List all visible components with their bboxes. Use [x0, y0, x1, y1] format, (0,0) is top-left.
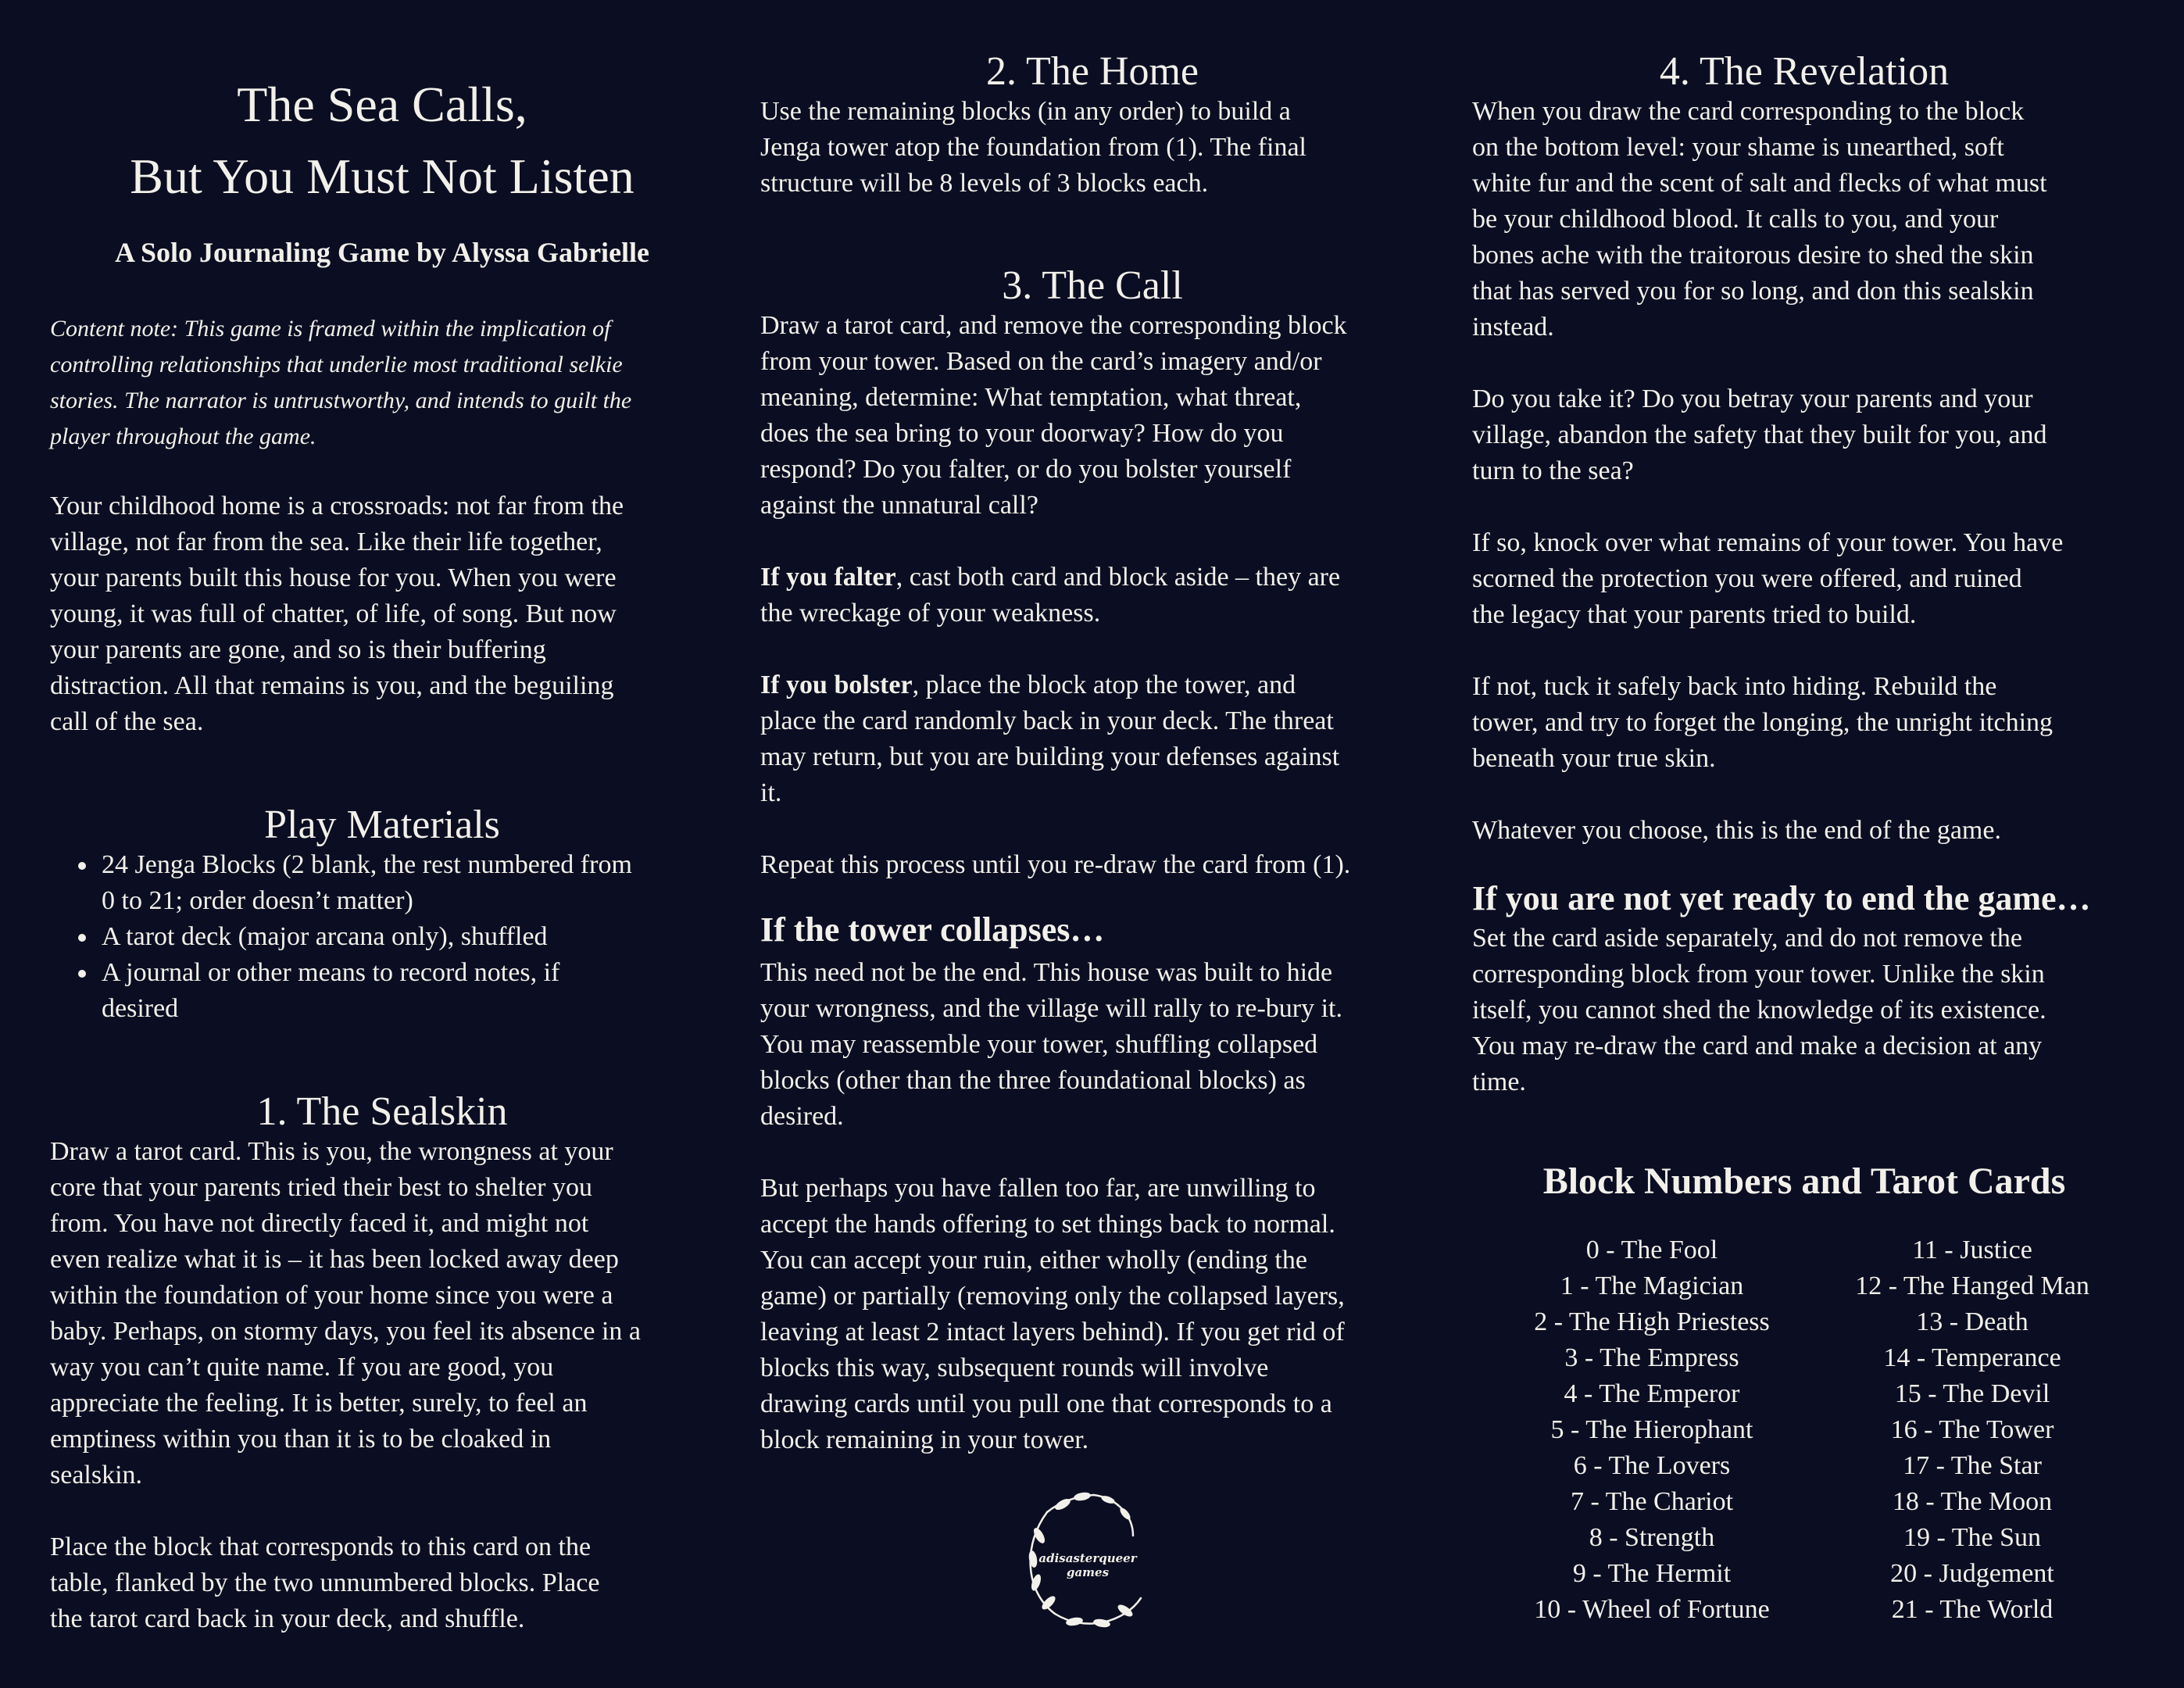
card-entry: 5 - The Hierophant	[1550, 1415, 1753, 1444]
text-line	[760, 667, 1424, 703]
text-line: This need not be the end. This house was built to hide	[760, 958, 1333, 987]
text-line: even realize what it is – it has been locked away deep	[50, 1245, 619, 1274]
card-entry: 14 - Temperance	[1883, 1343, 2061, 1372]
card-entry: 10 - Wheel of Fortune	[1534, 1595, 1770, 1624]
text-line: You may re-draw the card and make a decision at any	[1472, 1032, 2043, 1060]
text-line: from your tower. Based on the card’s imagery and/or	[760, 347, 1322, 376]
text-line: core that your parents tried their best to shelter you	[50, 1173, 592, 1202]
card-entry: 7 - The Chariot	[1570, 1487, 1734, 1516]
text-line: table, flanked by the two unnumbered blocks. Place	[50, 1568, 600, 1597]
intro-line: your parents are gone, and so is their buffering	[50, 635, 546, 664]
sealskin-heading: 1. The Sealskin	[256, 1089, 508, 1134]
materials-item-text: 0 to 21; order doesn’t matter)	[102, 886, 413, 915]
sealskin-paragraph-2	[50, 1529, 714, 1637]
logo-line-1: adisasterqueer	[1038, 1551, 1137, 1565]
falter-label: If you falter	[760, 563, 896, 592]
card-entry: 8 - Strength	[1589, 1523, 1715, 1552]
collapse-paragraph-2	[760, 1171, 1424, 1458]
call-paragraph-1	[760, 308, 1424, 524]
text-line: your wrongness, and the village will rally to re-bury it.	[760, 994, 1342, 1023]
text-line: baby. Perhaps, on stormy days, you feel its absence in a	[50, 1317, 642, 1346]
card-entry: 11 - Justice	[1912, 1236, 2032, 1264]
card-entry: 3 - The Empress	[1564, 1343, 1739, 1372]
text-line: be your childhood blood. It calls to you, and your	[1472, 205, 1999, 234]
falter-text: , cast both card and block aside – they are	[895, 563, 1341, 592]
not-ready-heading: If you are not yet ready to end the game…	[1472, 879, 2091, 917]
text-line: the wreckage of your weakness.	[760, 599, 1101, 628]
text-line: desired.	[760, 1102, 844, 1131]
text-line: the legacy that your parents tried to build.	[1472, 600, 1917, 629]
text-line: bones ache with the traitorous desire to shed the skin	[1472, 241, 2034, 270]
intro-line: your parents built this house for you. When you were	[50, 563, 617, 592]
text-line: beneath your true skin.	[1472, 744, 1716, 773]
revelation-paragraph-5: Whatever you choose, this is the end of the game.	[1472, 816, 2001, 845]
text-line: leaving at least 2 intact layers behind). If you get rid of	[760, 1318, 1345, 1346]
materials-item-text: A journal or other means to record notes, if	[102, 958, 560, 987]
text-line: Draw a tarot card, and remove the corresponding block	[760, 311, 1347, 340]
text-line: place the card randomly back in your deck. The threat	[760, 706, 1334, 735]
collapse-heading: If the tower collapses…	[760, 910, 1105, 949]
subtitle: A Solo Journaling Game by Alyssa Gabrielle	[114, 237, 650, 268]
card-entry: 21 - The World	[1891, 1595, 2054, 1624]
text-line: meaning, determine: What temptation, what threat,	[760, 383, 1302, 412]
text-line: Set the card aside separately, and do not remove the	[1472, 924, 2022, 953]
card-entry: 13 - Death	[1916, 1307, 2029, 1336]
intro-line: call of the sea.	[50, 707, 204, 736]
text-line: When you draw the card corresponding to the block	[1472, 97, 2025, 126]
text-line: village, abandon the safety that they built for you, and	[1472, 420, 2047, 449]
text-line: itself, you cannot shed the knowledge of its existence.	[1472, 996, 2046, 1025]
intro-paragraph	[50, 488, 714, 740]
bolster-paragraph	[760, 667, 1424, 811]
text-line: accept the hands offering to set things back to normal.	[760, 1210, 1335, 1239]
text-line: Do you take it? Do you betray your parents and your	[1472, 384, 2033, 413]
text-line: But perhaps you have fallen too far, are unwilling to	[760, 1174, 1316, 1203]
content-note	[50, 311, 714, 455]
sealskin-paragraph-1	[50, 1134, 714, 1493]
card-entry: 17 - The Star	[1903, 1451, 2042, 1480]
revelation-paragraph-1	[1472, 94, 2136, 345]
card-entry: 15 - The Devil	[1894, 1379, 2050, 1408]
materials-item-text: A tarot deck (major arcana only), shuffled	[102, 922, 548, 951]
text-line: If not, tuck it safely back into hiding. Rebuild the	[1472, 672, 1997, 701]
revelation-paragraph-4	[1472, 669, 2136, 777]
materials-item	[98, 955, 714, 1027]
text-line: emptiness within you than it is to be cloaked in	[50, 1425, 552, 1454]
materials-item	[98, 919, 714, 955]
text-line: sealskin.	[50, 1461, 143, 1490]
text-line: turn to the sea?	[1472, 456, 1634, 485]
falter-paragraph	[760, 560, 1424, 631]
text-line: blocks this way, subsequent rounds will involve	[760, 1354, 1269, 1382]
call-heading: 3. The Call	[1002, 263, 1183, 308]
bolster-label: If you bolster	[760, 671, 913, 699]
card-entry: 4 - The Emperor	[1564, 1379, 1740, 1408]
content-note-line: player throughout the game.	[50, 424, 316, 449]
text-line: it.	[760, 778, 782, 807]
intro-line: distraction. All that remains is you, and the beguiling	[50, 671, 614, 700]
text-line: blocks (other than the three foundational blocks) as	[760, 1066, 1306, 1095]
home-heading: 2. The Home	[986, 49, 1199, 94]
card-entry: 0 - The Fool	[1585, 1236, 1718, 1264]
text-line: Draw a tarot card. This is you, the wrongness at your	[50, 1137, 613, 1166]
card-entry: 20 - Judgement	[1890, 1559, 2054, 1588]
text-line: instead.	[1472, 313, 1554, 342]
text-line: against the unnatural call?	[760, 491, 1038, 520]
card-entry: 1 - The Magician	[1560, 1271, 1744, 1300]
text-line: that has served you for so long, and don this sealskin	[1472, 277, 2034, 306]
text-line: You can accept your ruin, either wholly (ending the	[760, 1246, 1307, 1275]
card-entry: 12 - The Hanged Man	[1855, 1271, 2089, 1300]
materials-heading: Play Materials	[264, 803, 500, 847]
text-line: on the bottom level: your shame is unearthed, soft	[1472, 133, 2004, 162]
cards-heading: Block Numbers and Tarot Cards	[1542, 1160, 2066, 1202]
revelation-heading: 4. The Revelation	[1659, 49, 1950, 94]
text-line: the tarot card back in your deck, and shuffle.	[50, 1604, 525, 1633]
card-entry: 2 - The High Priestess	[1534, 1307, 1770, 1336]
materials-item	[98, 847, 714, 919]
game-title	[50, 69, 714, 213]
card-entry: 19 - The Sun	[1903, 1523, 2041, 1552]
publisher-logo	[1016, 1481, 1156, 1637]
text-line: Jenga tower atop the foundation from (1). The final	[760, 133, 1306, 162]
materials-item-text: desired	[102, 994, 179, 1023]
materials-list	[50, 847, 714, 1027]
text-line: time.	[1472, 1068, 1526, 1096]
logo-line-2: games	[1066, 1565, 1110, 1579]
text-line: within the foundation of your home since you were a	[50, 1281, 613, 1310]
cards-column-left	[1527, 1232, 1777, 1628]
text-line: structure will be 8 levels of 3 blocks each.	[760, 169, 1209, 198]
repeat-line: Repeat this process until you re-draw the card from (1).	[760, 850, 1351, 879]
text-line: If so, knock over what remains of your tower. You have	[1472, 528, 2064, 557]
content-note-line: Content note: This game is framed within the implication of	[50, 316, 611, 342]
text-line: appreciate the feeling. It is better, surely, to feel an	[50, 1389, 588, 1418]
card-entry: 18 - The Moon	[1892, 1487, 2053, 1516]
intro-line: Your childhood home is a crossroads: not far from the	[50, 492, 624, 520]
text-line: corresponding block from your tower. Unlike the skin	[1472, 960, 2045, 989]
text-line: from. You have not directly faced it, and might not	[50, 1209, 589, 1238]
text-line: does the sea bring to your doorway? How do you	[760, 419, 1284, 448]
text-line: Use the remaining blocks (in any order) to build a	[760, 97, 1291, 126]
bolster-text: , place the block atop the tower, and	[912, 671, 1296, 699]
text-line: Place the block that corresponds to this card on the	[50, 1532, 592, 1561]
revelation-paragraph-3	[1472, 525, 2136, 633]
title-line-1: The Sea Calls,	[237, 77, 527, 132]
intro-line: village, not far from the sea. Like their life together,	[50, 528, 602, 556]
collapse-paragraph-1	[760, 955, 1424, 1135]
text-line: may return, but you are building your defenses against	[760, 742, 1340, 771]
intro-line: young, it was full of chatter, of life, of song. But now	[50, 599, 617, 628]
materials-item-text: 24 Jenga Blocks (2 blank, the rest numbered from	[102, 850, 632, 879]
text-line: white fur and the scent of salt and flecks of what must	[1472, 169, 2047, 198]
text-line: respond? Do you falter, or do you bolster yourself	[760, 455, 1292, 484]
card-entry: 9 - The Hermit	[1572, 1559, 1732, 1588]
home-paragraph	[760, 94, 1424, 202]
text-line: game) or partially (removing only the collapsed layers,	[760, 1282, 1345, 1311]
text-line: scorned the protection you were offered, and ruined	[1472, 564, 2022, 593]
text-line: tower, and try to forget the longing, the unright itching	[1472, 708, 2054, 737]
text-line: block remaining in your tower.	[760, 1425, 1089, 1454]
text-line: way you can’t quite name. If you are good, you	[50, 1353, 554, 1382]
cards-column-right	[1839, 1232, 2105, 1628]
text-line: drawing cards until you pull one that corresponds to a	[760, 1389, 1332, 1418]
title-line-2: But You Must Not Listen	[130, 148, 634, 204]
text-line: You may reassemble your tower, shuffling collapsed	[760, 1030, 1318, 1059]
not-ready-paragraph	[1472, 921, 2136, 1100]
content-note-line: stories. The narrator is untrustworthy, and intends to guilt the	[50, 388, 632, 413]
content-note-line: controlling relationships that underlie most traditional selkie	[50, 352, 623, 377]
revelation-paragraph-2	[1472, 381, 2136, 489]
card-entry: 6 - The Lovers	[1573, 1451, 1731, 1480]
text-line	[760, 560, 1424, 595]
card-entry: 16 - The Tower	[1890, 1415, 2054, 1444]
